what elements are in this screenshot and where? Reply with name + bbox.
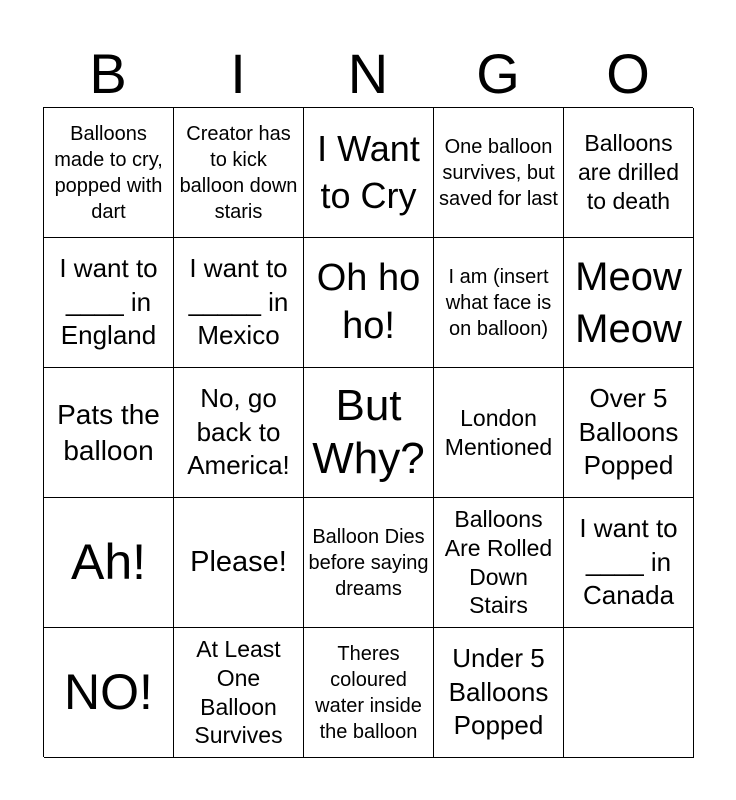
header-letter-i: I: [230, 42, 246, 105]
bingo-cell: I am (insert what face is on balloon): [434, 238, 564, 368]
bingo-header: [43, 40, 693, 108]
bingo-board: [43, 107, 693, 757]
header-letter-b: B: [89, 42, 127, 105]
bingo-cell: Meow Meow: [564, 238, 694, 368]
header-letter-g: G: [476, 42, 520, 105]
bingo-cell: One balloon survives, but saved for last: [434, 108, 564, 238]
header-letter-o: O: [606, 42, 650, 105]
bingo-cell: Balloon Dies before saying dreams: [304, 498, 434, 628]
bingo-cell-empty: [564, 628, 694, 758]
bingo-cell: At Least One Balloon Survives: [174, 628, 304, 758]
bingo-cell: Under 5 Balloons Popped: [434, 628, 564, 758]
bingo-cell: I Want to Cry: [304, 108, 434, 238]
bingo-cell: Over 5 Balloons Popped: [564, 368, 694, 498]
bingo-cell: Balloons are drilled to death: [564, 108, 694, 238]
bingo-cell: I want to ____ in Canada: [564, 498, 694, 628]
bingo-cell: NO!: [44, 628, 174, 758]
bingo-cell: Oh ho ho!: [304, 238, 434, 368]
bingo-cell: Pats the balloon: [44, 368, 174, 498]
bingo-cell: Creator has to kick balloon down staris: [174, 108, 304, 238]
bingo-cell: Balloons made to cry, popped with dart: [44, 108, 174, 238]
bingo-cell: London Mentioned: [434, 368, 564, 498]
bingo-cell: I want to _____ in Mexico: [174, 238, 304, 368]
bingo-cell: Theres coloured water inside the balloon: [304, 628, 434, 758]
bingo-cell: Balloons Are Rolled Down Stairs: [434, 498, 564, 628]
bingo-cell: But Why?: [304, 368, 434, 498]
header-letter-n: N: [347, 42, 389, 105]
bingo-cell: I want to ____ in England: [44, 238, 174, 368]
bingo-cell: No, go back to America!: [174, 368, 304, 498]
bingo-cell: Please!: [174, 498, 304, 628]
bingo-cell: Ah!: [44, 498, 174, 628]
